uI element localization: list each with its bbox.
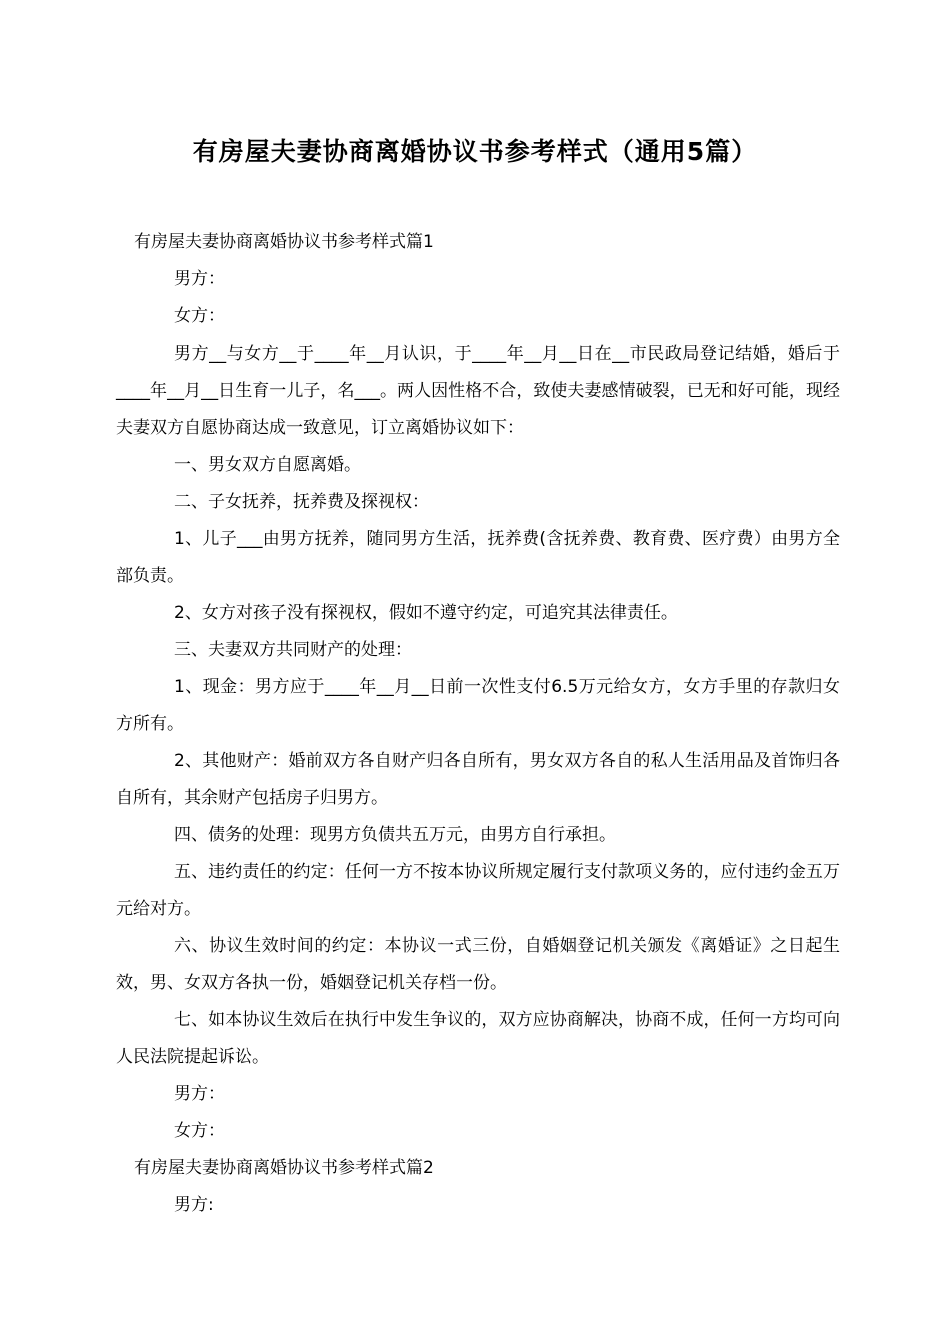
husband-label: 男方： — [174, 269, 225, 289]
clause-7: 七、如本协议生效后在执行中发生争议的，双方应协商解决，协商不成，任何一方均可向人民法院提起诉讼。 — [116, 1010, 840, 1067]
clause-2-item-1: 1、儿子___由男方抚养，随同男方生活，抚养费(含抚养费、教育费、医疗费）由男方全部负责。 — [116, 529, 840, 586]
clause-1: 一、男女双方自愿离婚。 — [174, 455, 361, 475]
husband-signature-label: 男方： — [174, 1084, 225, 1104]
section-heading-1: 有房屋夫妻协商离婚协议书参考样式篇1 — [134, 232, 434, 252]
clause-3-item-1: 1、现金：男方应于____年__月__日前一次性支付6.5万元给女方，女方手里的存款归女方所有。 — [116, 677, 840, 734]
section-heading-2: 有房屋夫妻协商离婚协议书参考样式篇2 — [134, 1158, 434, 1178]
clause-3-item-2: 2、其他财产：婚前双方各自财产归各自所有，男女双方各自的私人生活用品及首饰归各自所有，其余财产包括房子归男方。 — [116, 751, 840, 808]
clause-2-item-2: 2、女方对孩子没有探视权，假如不遵守约定，可追究其法律责任。 — [174, 603, 678, 623]
clause-4: 四、债务的处理：现男方负债共五万元，由男方自行承担。 — [174, 825, 616, 845]
clause-3-heading: 三、夫妻双方共同财产的处理： — [174, 640, 412, 660]
document-title: 有房屋夫妻协商离婚协议书参考样式（通用5篇） — [192, 137, 758, 166]
section-2-husband-label: 男方: — [174, 1195, 214, 1215]
wife-label: 女方： — [174, 306, 225, 326]
clause-2-heading: 二、子女抚养，抚养费及探视权： — [174, 492, 429, 512]
clause-6: 六、协议生效时间的约定：本协议一式三份，自婚姻登记机关颁发《离婚证》之日起生效，男、女双方各执一份，婚姻登记机关存档一份。 — [116, 936, 840, 993]
document-body — [116, 224, 840, 1224]
wife-signature-label: 女方： — [174, 1121, 225, 1141]
clause-5: 五、违约责任的约定：任何一方不按本协议所规定履行支付款项义务的，应付违约金五万元给对方。 — [116, 862, 840, 919]
intro-paragraph: 男方__与女方__于____年__月认识，于____年__月__日在__市民政局登记结婚，婚后于____年__月__日生育一儿子，名___。两人因性格不合，致使夫妻感情破裂，已无和好可能，现经夫妻双方自愿协商达成一致意见，订立离婚协议如下： — [116, 344, 840, 438]
